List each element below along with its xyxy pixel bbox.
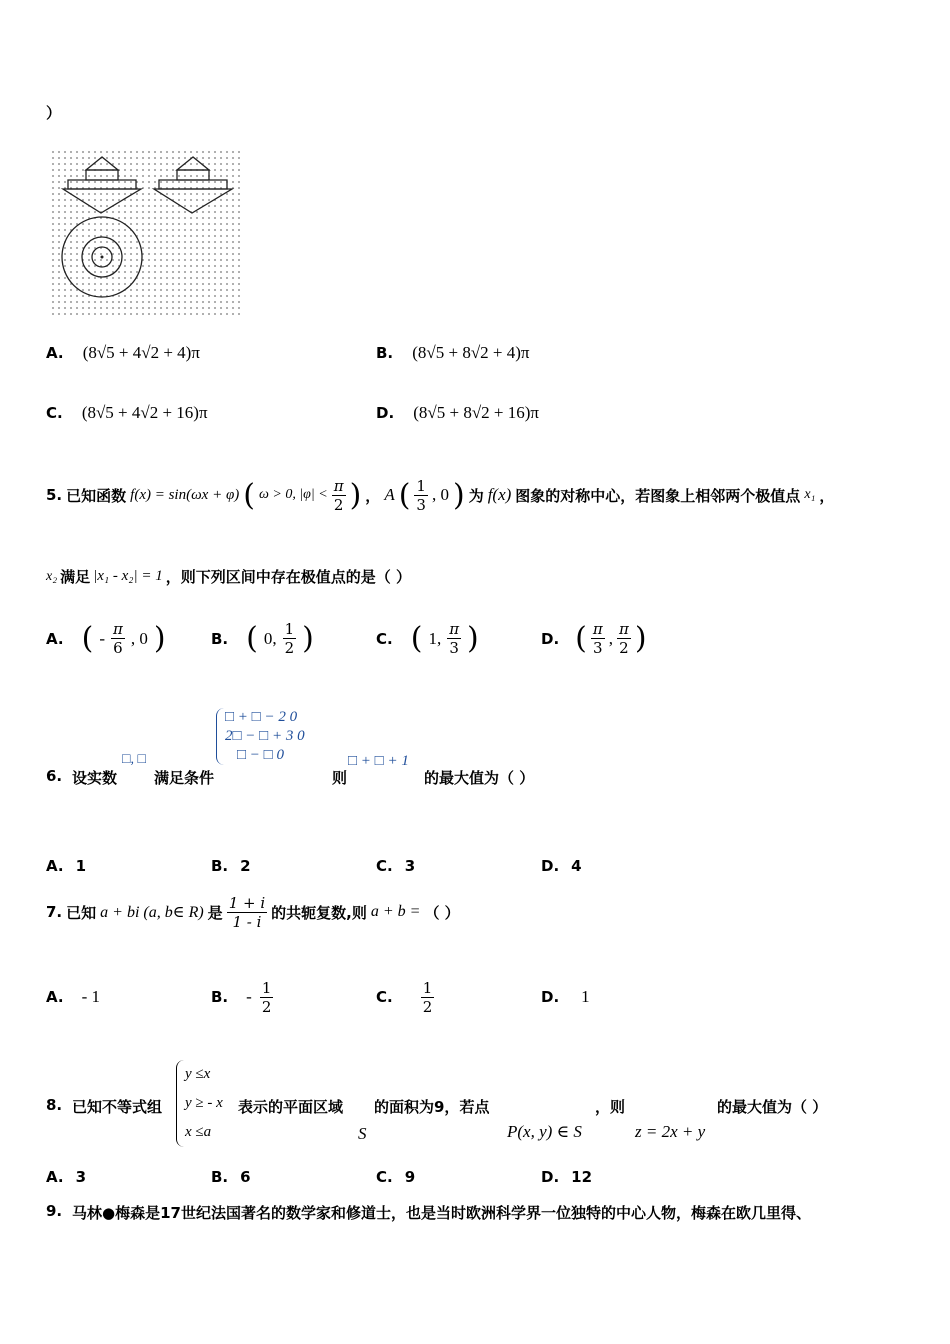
option-sign: - xyxy=(246,987,252,1006)
option-label: C. xyxy=(376,1168,393,1186)
q8-option-c[interactable] xyxy=(376,1168,415,1186)
constraint-row: 2□ − □ + 3 0 xyxy=(225,728,305,744)
question-number: 8. xyxy=(46,1096,63,1114)
option-label: C. xyxy=(376,629,393,648)
option-label: B. xyxy=(211,857,229,875)
option-value: 2 xyxy=(240,857,251,875)
fraction-numerator: 1 xyxy=(416,476,426,495)
option-label: D. xyxy=(376,404,395,422)
q6-text: 设实数 xyxy=(72,769,118,787)
option-label: A. xyxy=(46,988,64,1006)
point-tail: , 0 xyxy=(431,485,449,504)
option-expression: (8√5 + 8√2 + 4)π xyxy=(412,343,530,362)
punctuation: ， xyxy=(819,486,835,505)
q5-abs-condition: |x₁ - x₂| = 1 xyxy=(93,568,163,584)
constraint-row: □ − □ 0 xyxy=(237,747,284,763)
q5-fx: f(x) xyxy=(487,485,512,504)
fraction-numerator: 1 xyxy=(422,978,433,997)
fraction-numerator: π xyxy=(449,620,460,638)
fraction-denominator: 2 xyxy=(619,639,629,657)
q8-text: 已知不等式组 xyxy=(72,1098,163,1116)
option-value: 1 xyxy=(581,987,590,1006)
q6-option-a[interactable] xyxy=(46,857,86,875)
q5-text: 满足 xyxy=(60,568,91,586)
q7-text: （ ） xyxy=(424,903,460,922)
q7-option-b[interactable] xyxy=(211,975,273,1019)
q6-text: 的最大值为（ ） xyxy=(424,769,535,787)
q7-option-c[interactable] xyxy=(376,975,434,1019)
fraction-denominator: 3 xyxy=(593,639,603,657)
inequality-row: y ≥ - x xyxy=(185,1095,223,1111)
q8-text: 表示的平面区域 xyxy=(238,1098,344,1116)
fraction-denominator: 2 xyxy=(261,997,272,1016)
q6-target-expression: □ + □ + 1 xyxy=(348,753,409,769)
q5-x2: x₂ xyxy=(46,568,58,584)
q7-expression: a + bi (a, b∈ R) xyxy=(100,904,204,921)
option-label: D. xyxy=(541,857,560,875)
option-label: A. xyxy=(46,629,64,648)
option-label: C. xyxy=(376,988,393,1006)
fraction-denominator: 2 xyxy=(422,997,433,1016)
q5-condition: ω > 0, |φ| < xyxy=(258,487,328,502)
option-lead: 1, xyxy=(428,628,442,648)
q5-text: 图象的对称中心，若图象上相邻两个极值点 xyxy=(515,486,801,505)
constraint-row: □ + □ − 2 0 xyxy=(225,709,298,725)
punctuation: ， xyxy=(365,486,381,505)
fraction-denominator: 6 xyxy=(113,639,123,657)
three-view-grid-drawing-icon xyxy=(46,145,246,320)
fraction-numerator: 1 xyxy=(261,978,272,997)
q8-text: ，则 xyxy=(595,1098,626,1116)
q6-option-b[interactable] xyxy=(211,857,251,875)
q7-text: 的共轭复数,则 xyxy=(271,903,367,922)
q8-point-p: P(x, y) ∈ S xyxy=(507,1122,582,1141)
q5-text: 为 xyxy=(468,486,484,505)
q6-text: 则 xyxy=(332,769,348,787)
option-value: 1 xyxy=(75,857,87,875)
q5-option-c[interactable]: C. ( 1, $\frac{\pi}{3}$ ) xyxy=(376,620,479,657)
option-label: A. xyxy=(46,344,64,362)
q5-stem-line2 xyxy=(46,566,411,587)
q8-objective-z: z = 2x + y xyxy=(635,1122,706,1141)
q8-text: 的最大值为（ ） xyxy=(717,1098,828,1116)
question-number: 6. xyxy=(46,767,63,785)
fraction-numerator: 1 + i xyxy=(228,893,266,912)
q5-option-b[interactable]: B. ( 0, $\frac{1}{2}$ ) xyxy=(211,620,314,657)
option-value: 9 xyxy=(404,1168,416,1186)
q4-option-d[interactable] xyxy=(376,403,539,423)
fraction-numerator: 1 xyxy=(284,620,295,638)
q6-option-c[interactable] xyxy=(376,857,415,875)
q4-option-c[interactable] xyxy=(46,403,208,423)
inequality-row: x ≤a xyxy=(185,1124,212,1140)
point-label: A xyxy=(384,485,395,504)
q6-vars: □, □ xyxy=(122,752,146,767)
q5-text: ，则下列区间中存在极值点的是（ ） xyxy=(165,568,411,586)
option-label: C. xyxy=(376,857,393,875)
q5-text: 已知函数 xyxy=(66,486,127,505)
fraction-denominator: 2 xyxy=(333,495,344,514)
option-label: D. xyxy=(541,988,560,1006)
q4-option-b[interactable] xyxy=(376,343,529,363)
fraction-numerator: π xyxy=(333,476,344,495)
fraction-numerator: π xyxy=(112,620,123,638)
q7-option-a[interactable] xyxy=(46,975,100,1019)
q7-text: 是 xyxy=(207,903,223,922)
fraction-numerator: π xyxy=(592,620,603,638)
q9-text: 马林●梅森是17世纪法国著名的数学家和修道士，也是当时欧洲科学界一位独特的中心人物，梅森在欧几里得、 xyxy=(72,1204,811,1222)
q8-option-a[interactable] xyxy=(46,1168,86,1186)
option-expression: (8√5 + 4√2 + 4)π xyxy=(82,343,200,362)
fraction-denominator: 3 xyxy=(449,639,459,657)
fraction-denominator: 2 xyxy=(284,639,295,657)
option-lead: 0, xyxy=(263,628,277,648)
q8-text: 的面积为9，若点 xyxy=(374,1098,490,1116)
option-value: 3 xyxy=(404,857,416,875)
q8-option-b[interactable] xyxy=(211,1168,251,1186)
question-number: 9. xyxy=(46,1202,63,1220)
q5-function: f(x) = sin(ωx + φ) xyxy=(130,486,240,503)
option-label: B. xyxy=(376,344,394,362)
option-label: D. xyxy=(541,629,560,648)
q7-expression: a + b = xyxy=(370,903,421,920)
question-number: 7. xyxy=(46,903,63,921)
fraction-denominator: 1 - i xyxy=(232,912,262,931)
option-value: 4 xyxy=(571,857,582,875)
option-value: - 1 xyxy=(81,987,101,1006)
q7-option-d[interactable] xyxy=(541,975,590,1019)
q6-option-d[interactable] xyxy=(541,857,582,875)
option-label: B. xyxy=(211,1168,229,1186)
option-expression: (8√5 + 8√2 + 16)π xyxy=(413,403,539,422)
option-label: A. xyxy=(46,1168,64,1186)
option-label: D. xyxy=(541,1168,560,1186)
previous-question-paren: ） xyxy=(46,104,62,122)
fraction-numerator: π xyxy=(618,620,629,638)
option-tail: , 0 xyxy=(130,628,148,648)
option-lead: - xyxy=(99,628,105,648)
option-label: A. xyxy=(46,857,64,875)
q5-x1: x₁ xyxy=(804,487,816,502)
q6-text: 满足条件 xyxy=(154,769,215,787)
q5-option-a[interactable]: A. ( - $\frac{\pi}{6}$ , 0 ) xyxy=(46,620,166,657)
q4-option-a[interactable] xyxy=(46,343,200,363)
fraction-denominator: 3 xyxy=(416,495,426,514)
q7-stem xyxy=(46,890,460,934)
option-expression: (8√5 + 4√2 + 16)π xyxy=(81,403,208,422)
q5-stem-line1: 5. 已知函数 f(x) = sin(ωx + φ) ( ω > 0, |φ| < $\frac{\pi}{2}$ ) ， A ( $\frac{1}{3}$ , 0 ) 为 f(x) 图象的对称中心，若图象上相邻两个极值点 x₁ ， xyxy=(46,476,835,514)
q8-option-d[interactable] xyxy=(541,1168,592,1186)
option-value: 3 xyxy=(75,1168,87,1186)
q8-region-s: S xyxy=(358,1124,367,1143)
option-label: B. xyxy=(211,629,229,648)
option-value: 6 xyxy=(240,1168,251,1186)
question-number: 5. xyxy=(46,486,63,504)
option-label: C. xyxy=(46,404,63,422)
q5-option-d[interactable]: D. ( $\frac{\pi}{3}$ , $\frac{\pi}{2}$ ) xyxy=(541,620,647,657)
inequality-row: y ≤x xyxy=(185,1066,211,1082)
option-label: B. xyxy=(211,988,229,1006)
q7-text: 已知 xyxy=(66,903,97,922)
option-value: 12 xyxy=(571,1168,593,1186)
q8-inequality-system xyxy=(176,1060,223,1147)
q6-constraint-system xyxy=(216,708,305,765)
option-separator: , xyxy=(608,628,613,648)
